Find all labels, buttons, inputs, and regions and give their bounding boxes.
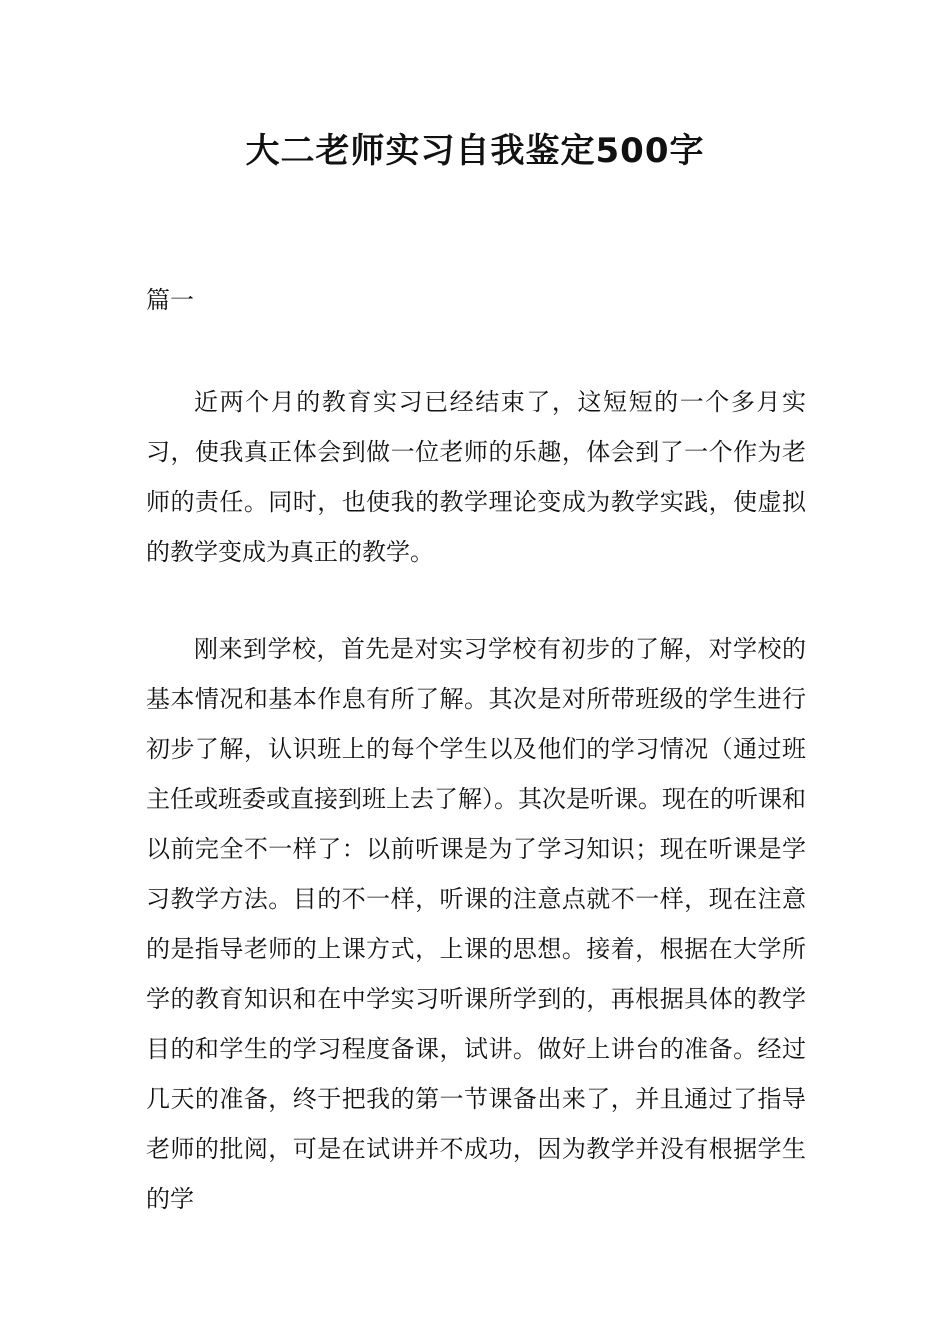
section-heading: 篇一 <box>146 286 194 314</box>
paragraph-1: 近两个月的教育实习已经结束了，这短短的一个多月实习，使我真正体会到做一位老师的乐趣，体会到了一个作为老师的责任。同时，也使我的教学理论变成为教学实践，使虚拟的教学变成为真正的教学。 <box>146 388 806 566</box>
paragraph-2: 刚来到学校，首先是对实习学校有初步的了解，对学校的基本情况和基本作息有所了解。其次是对所带班级的学生进行初步了解，认识班上的每个学生以及他们的学习情况（通过班主任或班委或直接到班上去了解）。其次是听课。现在的听课和以前完全不一样了：以前听课是为了学习知识；现在听课是学习教学方法。目的不一样，听课的注意点就不一样，现在注意的是指导老师的上课方式，上课的思想。接着，根据在大学所学的教育知识和在中学实习听课所学到的，再根据具体的教学目的和学生的学习程度备课，试讲。做好上讲台的准备。经过几天的准备，终于把我的第一节课备出来了，并且通过了指导老师的批阅，可是在试讲并不成功，因为教学并没有根据学生的学 <box>146 635 806 1213</box>
document-title: 大二老师实习自我鉴定500字 <box>245 131 705 171</box>
